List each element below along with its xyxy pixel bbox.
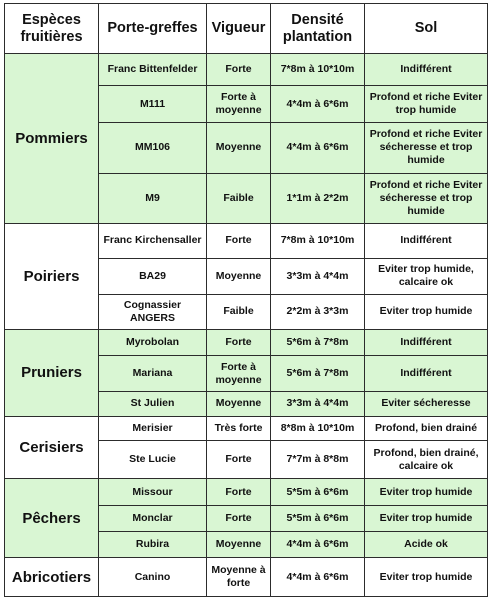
soil-cell: Profond, bien drainé, calcaire ok (365, 440, 488, 478)
density-cell: 5*5m à 6*6m (271, 479, 365, 505)
vigor-cell: Forte (207, 54, 271, 86)
vigor-cell: Forte (207, 224, 271, 258)
soil-cell: Eviter trop humide (365, 505, 488, 531)
rootstock-cell: Canino (99, 558, 207, 597)
soil-cell: Indifférent (365, 329, 488, 355)
vigor-cell: Faible (207, 173, 271, 224)
header-rootstock: Porte-greffes (99, 4, 207, 54)
table-row (5, 558, 488, 597)
species-cell: Pommiers (5, 54, 99, 224)
header-density: Densité plantation (271, 4, 365, 54)
rootstock-cell: Ste Lucie (99, 440, 207, 478)
soil-cell: Eviter trop humide, calcaire ok (365, 258, 488, 294)
soil-cell: Profond et riche Eviter trop humide (365, 86, 488, 122)
rootstock-cell: Monclar (99, 505, 207, 531)
density-cell: 5*6m à 7*8m (271, 329, 365, 355)
species-cell: Pruniers (5, 329, 99, 416)
rootstock-cell: Mariana (99, 355, 207, 391)
soil-cell: Indifférent (365, 224, 488, 258)
rootstock-cell: Myrobolan (99, 329, 207, 355)
density-cell: 1*1m à 2*2m (271, 173, 365, 224)
density-cell: 7*8m à 10*10m (271, 54, 365, 86)
vigor-cell: Moyenne (207, 258, 271, 294)
table-row (5, 224, 488, 258)
density-cell: 5*6m à 7*8m (271, 355, 365, 391)
rootstock-cell: MM106 (99, 122, 207, 173)
soil-cell: Eviter trop humide (365, 479, 488, 505)
vigor-cell: Forte (207, 505, 271, 531)
density-cell: 4*4m à 6*6m (271, 558, 365, 597)
vigor-cell: Forte à moyenne (207, 86, 271, 122)
rootstock-cell: Franc Bittenfelder (99, 54, 207, 86)
species-cell: Pêchers (5, 479, 99, 558)
soil-cell: Indifférent (365, 355, 488, 391)
density-cell: 4*4m à 6*6m (271, 86, 365, 122)
rootstock-cell: Rubira (99, 532, 207, 558)
rootstock-cell: Cognassier ANGERS (99, 295, 207, 329)
soil-cell: Eviter trop humide (365, 558, 488, 597)
table-row (5, 329, 488, 355)
vigor-cell: Moyenne (207, 532, 271, 558)
header-species: Espèces fruitières (5, 4, 99, 54)
table-row (5, 416, 488, 440)
species-cell: Abricotiers (5, 558, 99, 597)
soil-cell: Eviter trop humide (365, 295, 488, 329)
soil-cell: Profond et riche Eviter sécheresse et trop humide (365, 173, 488, 224)
header-vigor: Vigueur (207, 4, 271, 54)
vigor-cell: Forte (207, 329, 271, 355)
rootstock-cell: M111 (99, 86, 207, 122)
density-cell: 7*8m à 10*10m (271, 224, 365, 258)
rootstock-table (4, 3, 488, 597)
vigor-cell: Forte (207, 440, 271, 478)
vigor-cell: Très forte (207, 416, 271, 440)
density-cell: 4*4m à 6*6m (271, 532, 365, 558)
density-cell: 3*3m à 4*4m (271, 258, 365, 294)
rootstock-cell: M9 (99, 173, 207, 224)
density-cell: 8*8m à 10*10m (271, 416, 365, 440)
species-cell: Poiriers (5, 224, 99, 329)
vigor-cell: Faible (207, 295, 271, 329)
soil-cell: Acide ok (365, 532, 488, 558)
density-cell: 2*2m à 3*3m (271, 295, 365, 329)
vigor-cell: Forte à moyenne (207, 355, 271, 391)
soil-cell: Profond et riche Eviter sécheresse et trop humide (365, 122, 488, 173)
table-row (5, 479, 488, 505)
vigor-cell: Moyenne (207, 122, 271, 173)
density-cell: 4*4m à 6*6m (271, 122, 365, 173)
soil-cell: Eviter sécheresse (365, 392, 488, 416)
rootstock-cell: BA29 (99, 258, 207, 294)
rootstock-cell: Missour (99, 479, 207, 505)
density-cell: 5*5m à 6*6m (271, 505, 365, 531)
table-row (5, 54, 488, 86)
header-soil: Sol (365, 4, 488, 54)
density-cell: 7*7m à 8*8m (271, 440, 365, 478)
vigor-cell: Forte (207, 479, 271, 505)
rootstock-cell: Franc Kirchensaller (99, 224, 207, 258)
rootstock-cell: Merisier (99, 416, 207, 440)
soil-cell: Profond, bien drainé (365, 416, 488, 440)
rootstock-cell: St Julien (99, 392, 207, 416)
vigor-cell: Moyenne à forte (207, 558, 271, 597)
soil-cell: Indifférent (365, 54, 488, 86)
species-cell: Cerisiers (5, 416, 99, 479)
vigor-cell: Moyenne (207, 392, 271, 416)
density-cell: 3*3m à 4*4m (271, 392, 365, 416)
header-row (5, 4, 488, 54)
